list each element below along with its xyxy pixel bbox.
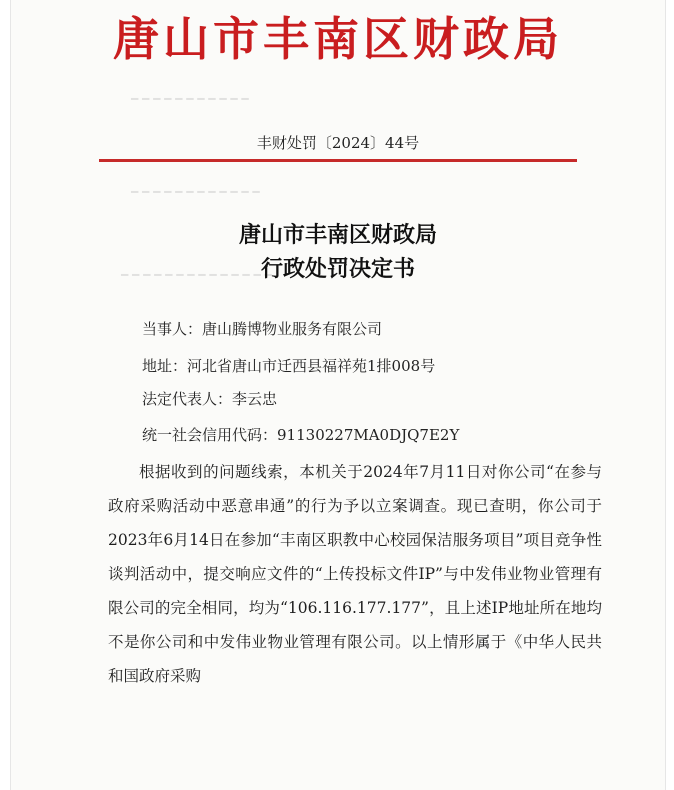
address-field: [142, 355, 435, 376]
legal-representative-field: [142, 388, 277, 409]
decision-body-paragraph: 根据收到的问题线索，本机关于2024年7月11日对你公司“在参与政府采购活动中恶意串通”的行为予以立案调查。现已查明，你公司于2023年6月14日在参加“丰南区职教中心校园保洁服务项目”项目竞争性谈判活动中，提交响应文件的“上传投标文件IP”与中发伟业物业管理有限公司的完全相同，均为“106.116.177.177”，且上述IP地址所在地均不是你公司和中发伟业物业管理有限公司。以上情形属于《中华人民共和国政府采购: [108, 463, 602, 685]
field-value: 李云忠: [232, 390, 278, 408]
bleed-through-decoration: ━ ━ ━ ━ ━ ━ ━ ━ ━ ━ ━: [131, 92, 249, 106]
bleed-through-decoration: ━ ━ ━ ━ ━ ━ ━ ━ ━ ━ ━ ━: [131, 185, 260, 199]
document-page: [10, 0, 666, 790]
bleed-through-decoration: ━ ━ ━ ━ ━ ━ ━ ━ ━ ━ ━ ━ ━ ━: [121, 268, 272, 282]
red-divider-line: [99, 159, 577, 162]
document-title: [11, 218, 665, 286]
letterhead-title: 唐山市丰南区财政局: [113, 12, 563, 66]
field-label: 地址：: [142, 357, 188, 375]
document-title-line-2: 行政处罚决定书: [260, 256, 415, 282]
field-value: 河北省唐山市迁西县福祥苑1排008号: [187, 357, 436, 375]
field-label: 当事人：: [142, 320, 203, 338]
field-value: 唐山腾博物业服务有限公司: [202, 320, 383, 338]
field-value: 91130227MA0DJQ7E2Y: [277, 426, 460, 444]
document-title-line-1: 唐山市丰南区财政局: [238, 222, 437, 248]
field-label: 法定代表人：: [142, 390, 233, 408]
document-number: 丰财处罚〔2024〕44号: [256, 134, 420, 152]
field-label: 统一社会信用代码：: [142, 426, 278, 444]
credit-code-field: [142, 424, 459, 445]
party-name-field: [142, 318, 382, 339]
